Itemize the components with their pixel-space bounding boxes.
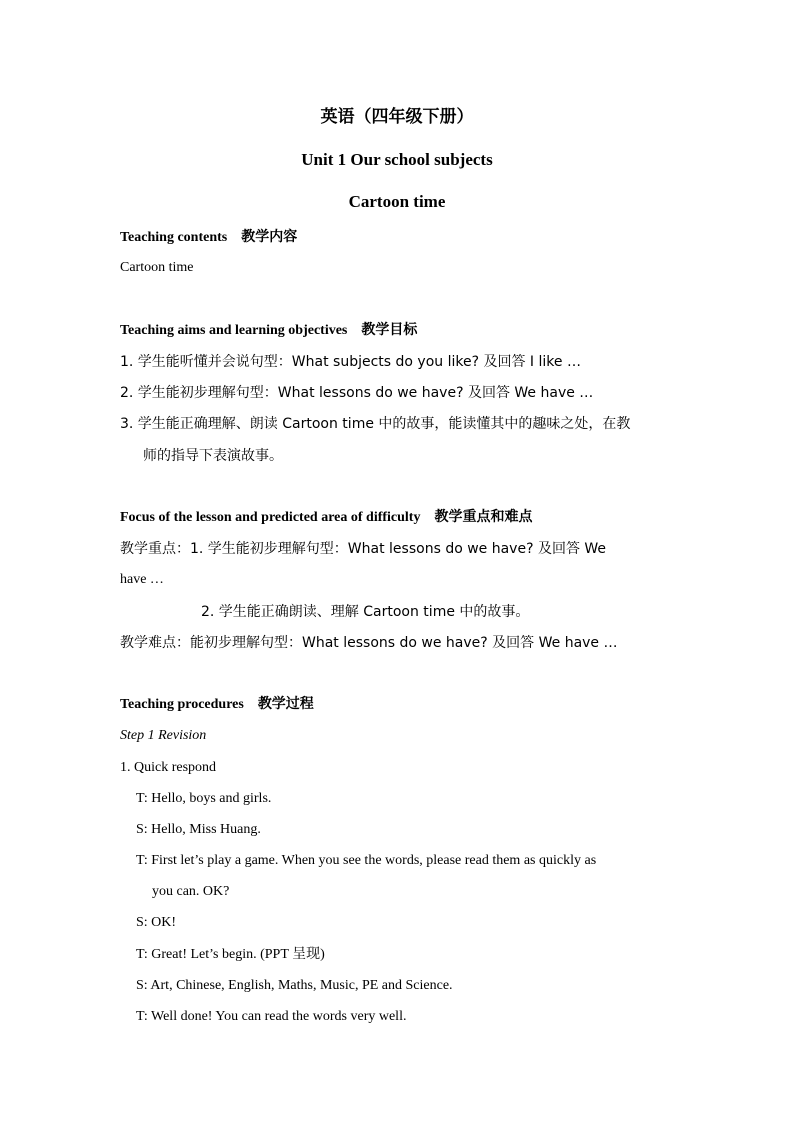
aims-heading-en: Teaching aims and learning objectives (120, 323, 348, 338)
procedures-heading (120, 695, 314, 714)
dialogue-line-3-continued: you can. OK? (152, 884, 230, 899)
key-point-2: 2. 学生能正确朗读、理解 Cartoon time 中的故事。 (201, 604, 530, 620)
contents-heading-en: Teaching contents (120, 230, 228, 245)
procedures-heading-cn: 教学过程 (257, 696, 314, 712)
difficulty-point: 教学难点：能初步理解句型：What lessons do we have? 及回答 We have … (120, 635, 618, 651)
step-title: Step 1 Revision (120, 728, 207, 743)
aim-item-1: 1. 学生能听懂并会说句型：What subjects do you like? 及回答 I like … (120, 354, 581, 370)
contents-heading (120, 228, 297, 247)
procedures-heading-en: Teaching procedures (120, 697, 244, 712)
dialogue-line-4: S: OK! (136, 915, 177, 930)
dialogue-line-2: S: Hello, Miss Huang. (136, 822, 261, 837)
activity-title: 1. Quick respond (120, 760, 217, 775)
aim-item-2: 2. 学生能初步理解句型：What lessons do we have? 及回答 We have … (120, 385, 594, 401)
dialogue-line-6: S: Art, Chinese, English, Maths, Music, PE and Science. (136, 978, 453, 993)
contents-body: Cartoon time (120, 260, 194, 275)
focus-heading (120, 508, 532, 527)
focus-heading-en: Focus of the lesson and predicted area of difficulty (120, 510, 421, 525)
aim-item-3-continued: 师的指导下表演故事。 (143, 448, 283, 464)
lesson-title: Cartoon time (348, 192, 446, 211)
dialogue-line-3: T: First let’s play a game. When you see the words, please read them as quickly as (136, 853, 597, 868)
key-point-1: 教学重点：1. 学生能初步理解句型：What lessons do we have? 及回答 We (120, 541, 607, 557)
aims-heading-cn: 教学目标 (361, 322, 418, 338)
key-point-1-continued: have … (120, 572, 164, 587)
aims-heading (120, 321, 417, 340)
dialogue-line-5: T: Great! Let’s begin. (PPT 呈现) (136, 947, 325, 962)
course-title: 英语（四年级下册） (320, 107, 474, 126)
dialogue-line-1: T: Hello, boys and girls. (136, 791, 272, 806)
aim-item-3: 3. 学生能正确理解、朗读 Cartoon time 中的故事，能读懂其中的趣味之处，在教 (120, 416, 631, 432)
unit-title: Unit 1 Our school subjects (301, 150, 493, 169)
dialogue-line-7: T: Well done! You can read the words very well. (136, 1009, 407, 1024)
contents-heading-cn: 教学内容 (241, 229, 298, 245)
focus-heading-cn: 教学重点和难点 (434, 509, 533, 525)
